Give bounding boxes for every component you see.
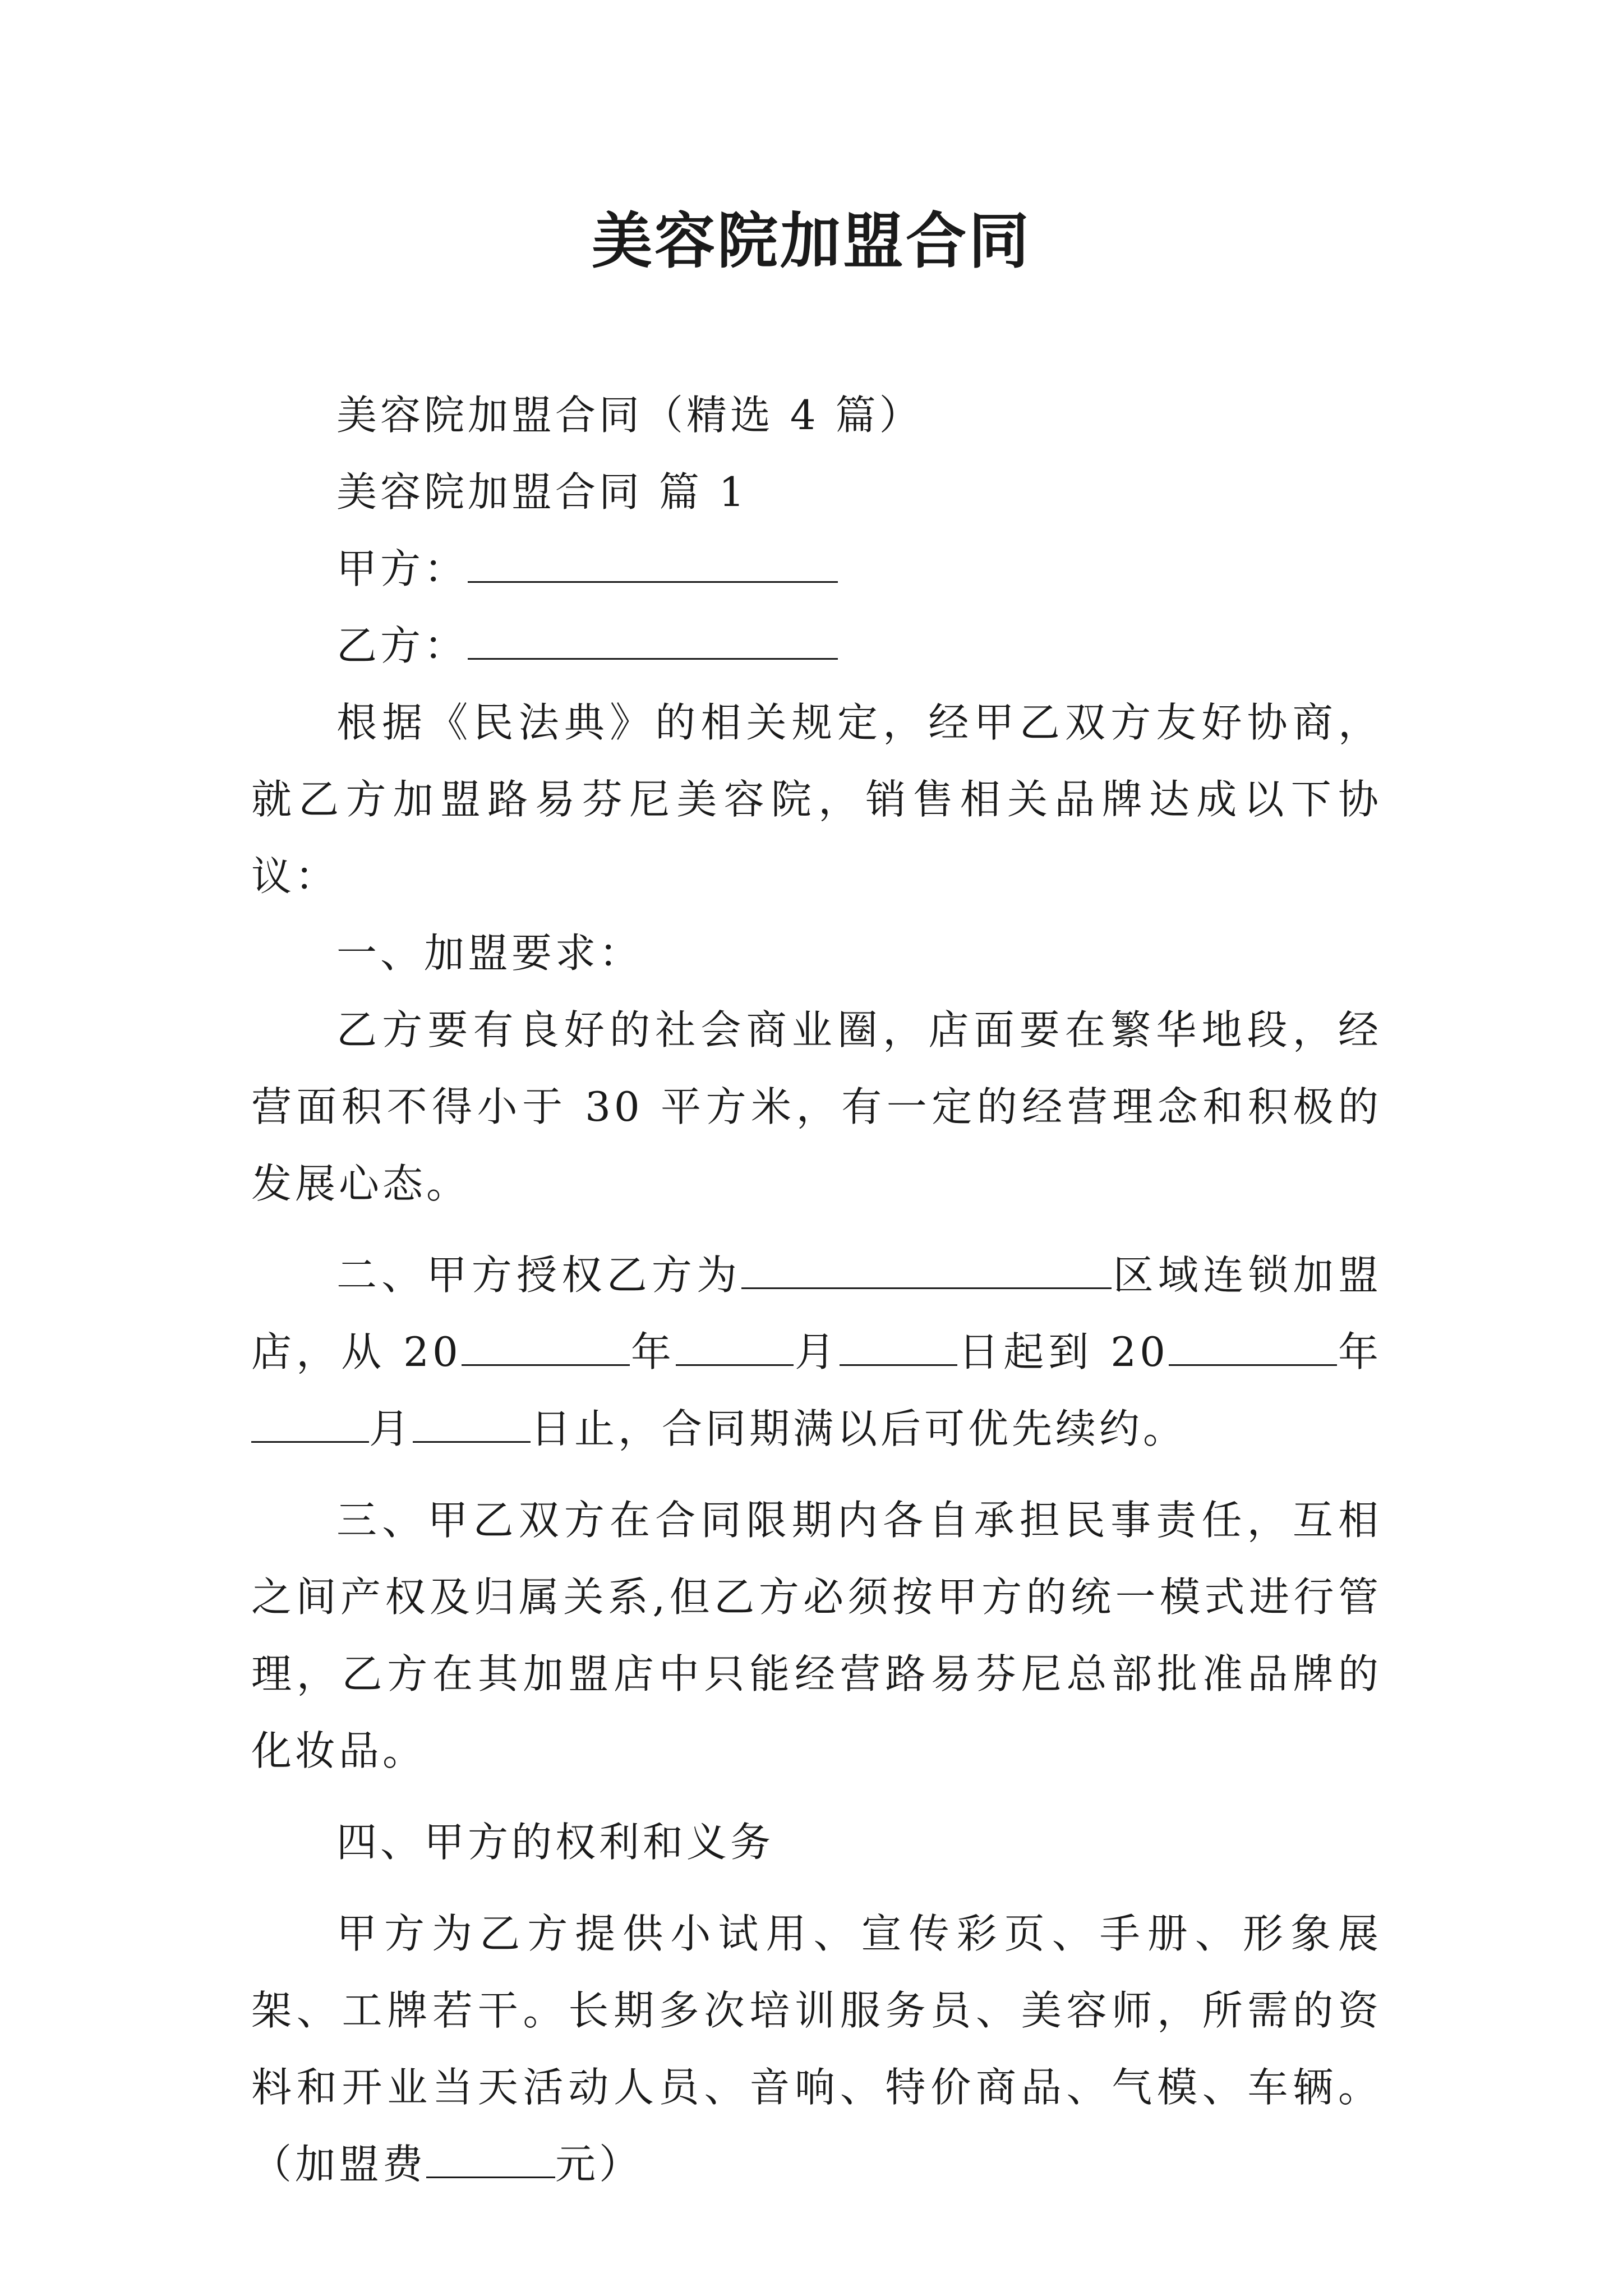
paragraph-gap [251,1881,1382,1895]
paragraph-gap [251,1467,1382,1482]
clause4-tail: 元） [555,2141,643,2188]
clause4-body [251,1895,1382,2203]
clause1-heading: 一、加盟要求： [336,930,643,977]
clause2-part4: 月 [793,1328,840,1375]
clause2-part2: 区域连锁加盟店，从 20 [251,1251,1382,1375]
start-year-blank [462,1324,630,1366]
party-a-blank [468,541,838,583]
party-a-label: 甲方： [336,545,468,592]
clause2-part5: 日起到 20 [957,1328,1169,1375]
party-b-line [251,608,1382,684]
clause2-part7: 月 [369,1405,413,1452]
section-heading: 美容院加盟合同 篇 1 [336,468,748,516]
start-month-blank [676,1324,794,1366]
clause1-body: 乙方要有良好的社会商业圈，店面要在繁华地段，经营面积不得小于 30 平方米，有一定的经营理念和积极的发展心态。 [251,1006,1382,1207]
document-title: 美容院加盟合同 [591,206,1031,277]
start-day-blank [840,1324,957,1366]
clause2-part3: 年 [629,1328,676,1375]
clause4-body-text: 甲方为乙方提供小试用、宣传彩页、手册、形象展架、工牌若干。长期多次培训服务员、美容师，所需的资料和开业当天活动人员、音响、特价商品、气模、车辆。（加盟费 [251,1910,1382,2188]
clause2-part8: 日止，合同期满以后可优先续约。 [531,1405,1187,1452]
clause3-paragraph: 三、甲乙双方在合同限期内各自承担民事责任，互相之间产权及归属关系,但乙方必须按甲方的统一模式进行管理，乙方在其加盟店中只能经营路易芬尼总部批准品牌的化妆品。 [251,1497,1382,1774]
intro-paragraph: 根据《民法典》的相关规定，经甲乙双方友好协商，就乙方加盟路易芬尼美容院，销售相关品牌达成以下协议： [251,699,1382,900]
party-b-blank [468,618,838,660]
clause2-part1: 二、甲方授权乙方为 [336,1251,742,1299]
fee-blank [426,2136,555,2178]
end-day-blank [413,1401,531,1443]
document-body [251,377,1382,2203]
party-b-label: 乙方： [336,622,468,669]
paragraph-gap [251,1222,1382,1237]
end-year-blank [1169,1324,1337,1366]
document-subtitle: 美容院加盟合同（精选 4 篇） [336,392,923,439]
clause2-paragraph [251,1237,1382,1467]
clause2-part6: 年 [1336,1328,1382,1375]
area-blank [741,1247,1112,1289]
clause4-heading: 四、甲方的权利和义务 [336,1819,774,1866]
party-a-line [251,531,1382,608]
end-month-blank [251,1401,369,1443]
paragraph-gap [251,1789,1382,1804]
